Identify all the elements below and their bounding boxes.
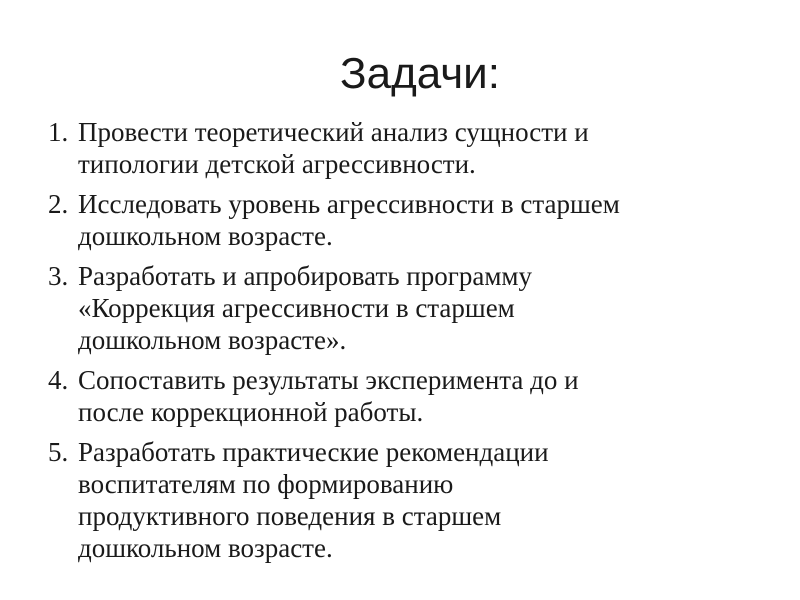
task-line: Разработать практические рекомендации: [78, 437, 549, 467]
task-line: «Коррекция агрессивности в старшем: [78, 293, 515, 323]
task-number: 4.: [48, 365, 69, 395]
task-list: [48, 116, 748, 572]
task-text: [78, 260, 748, 356]
task-number: 3.: [48, 261, 69, 291]
task-line: Разработать и апробировать программу: [78, 261, 532, 291]
task-line: продуктивного поведения в старшем: [78, 501, 502, 531]
task-line: Провести теоретический анализ сущности и: [78, 117, 589, 147]
task-item: [48, 436, 748, 564]
task-text: [78, 364, 748, 428]
task-item: [48, 364, 748, 428]
task-line: дошкольном возрасте.: [78, 221, 333, 251]
task-number: 5.: [48, 437, 69, 467]
task-line: дошкольном возрасте.: [78, 533, 333, 563]
slide-title: Задачи:: [340, 49, 500, 98]
task-text: [78, 436, 748, 564]
task-line: типологии детской агрессивности.: [78, 149, 476, 179]
task-number: 1.: [48, 117, 69, 147]
task-text: [78, 116, 748, 180]
task-item: [48, 116, 748, 180]
task-line: Исследовать уровень агрессивности в старшем: [78, 189, 620, 219]
task-text: [78, 188, 748, 252]
task-item: [48, 188, 748, 252]
task-number: 2.: [48, 189, 69, 219]
task-line: Сопоставить результаты эксперимента до и: [78, 365, 579, 395]
task-item: [48, 260, 748, 356]
task-line: воспитателям по формированию: [78, 469, 454, 499]
task-line: дошкольном возрасте».: [78, 325, 347, 355]
task-line: после коррекционной работы.: [78, 397, 424, 427]
